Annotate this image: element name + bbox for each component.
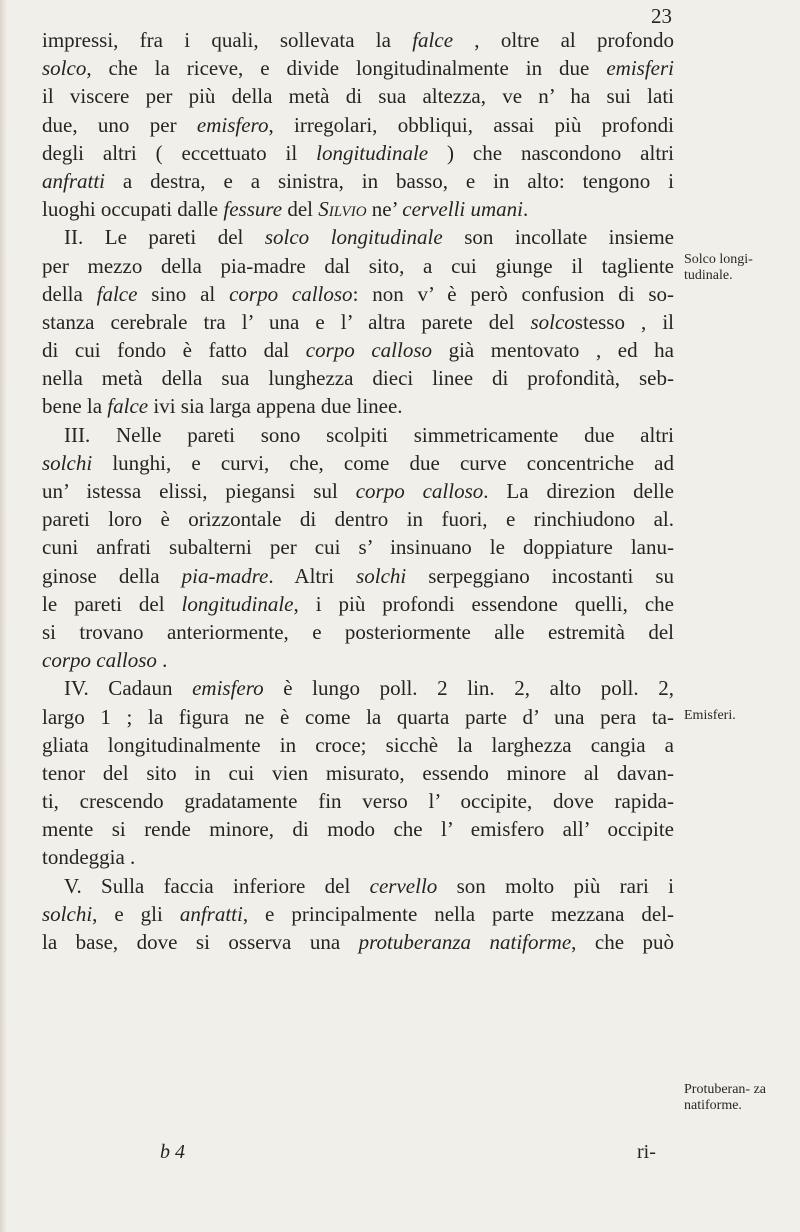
text-line: anfratti a destra, e a sinistra, in basso, e in alto: tengono i	[42, 168, 674, 193]
text-line: bene la falce ivi sia larga appena due linee.	[42, 394, 403, 419]
text-line: impressi, fra i quali, sollevata la falce , oltre al profondo	[42, 28, 674, 52]
text-line: il viscere per più della metà di sua altezza, ve n’ ha sui lati	[42, 84, 674, 109]
paragraph-start: IV. Cadaun emisfero è lungo poll. 2 lin. 2, alto poll. 2,	[64, 676, 674, 701]
text-line: ginose della pia-madre. Altri solchi serpeggiano incostanti su	[42, 563, 674, 588]
signature-mark: b 4	[160, 1141, 185, 1163]
text-line: corpo calloso .	[42, 648, 168, 673]
margin-note-protuberanza: Protuberan- za natiforme.	[684, 1082, 767, 1113]
text-line: le pareti del longitudinale, i più profondi essendone quelli, che	[42, 591, 674, 616]
text-line: cuni anfrati subalterni per cui s’ insinuano le doppiature lanu-	[42, 535, 674, 560]
margin-note-emisferi: Emisferi.	[684, 708, 736, 723]
text-line: tenor del sito in cui vien misurato, essendo minore al davan-	[42, 760, 674, 785]
text-line: la base, dove si osserva una protuberanza natiforme, che può	[42, 930, 674, 954]
text-line: un’ istessa elissi, piegansi sul corpo calloso. La direzion delle	[42, 479, 674, 503]
text-line: mente si rende minore, di modo che l’ emisfero all’ occipite	[42, 817, 674, 842]
text-line: largo 1 ; la figura ne è come la quarta parte d’ una pera ta-	[42, 704, 674, 729]
text-line: si trovano anteriormente, e posteriormente alle estremità del	[42, 619, 674, 644]
text-line: tondeggia .	[42, 845, 136, 870]
page-edge-shadow	[0, 0, 7, 1232]
page-number: 23	[651, 4, 672, 28]
paragraph-start: III. Nelle pareti sono scolpiti simmetricamente due altri	[64, 422, 674, 447]
text-line: due, uno per emisfero, irregolari, obbliqui, assai più profondi	[42, 112, 674, 137]
text-line: per mezzo della pia-madre dal sito, a cui giunge il tagliente	[42, 253, 674, 278]
catchword: ri-	[637, 1141, 656, 1163]
text-line: pareti loro è orizzontale di dentro in fuori, e rinchiudono al.	[42, 507, 674, 532]
paragraph-start: V. Sulla faccia inferiore del cervello son molto più rari i	[64, 873, 674, 898]
text-line: solchi, e gli anfratti, e principalmente nella parte mezzana del-	[42, 901, 674, 926]
paragraph-start: II. Le pareti del solco longitudinale son incollate insieme	[64, 225, 674, 250]
margin-note-solco: Solco longi- tudinale.	[684, 252, 753, 283]
text-line: solco, che la riceve, e divide longitudinalmente in due emisferi	[42, 56, 674, 81]
body-text	[42, 26, 674, 956]
text-line: della falce sino al corpo calloso: non v’ è però confusion di so-	[42, 281, 675, 306]
text-line: nella metà della sua lunghezza dieci linee di profondità, seb-	[42, 366, 674, 391]
text-line: solchi lunghi, e curvi, che, come due curve concentriche ad	[42, 450, 674, 475]
text-line: degli altri ( eccettuato il longitudinale ) che nascondono altri	[42, 140, 674, 165]
text-line: ti, crescendo gradatamente fin verso l’ occipite, dove rapida-	[42, 789, 674, 814]
text-line: di cui fondo è fatto dal corpo calloso già mentovato , ed ha	[42, 338, 674, 363]
text-line: stanza cerebrale tra l’ una e l’ altra parete del solcostesso , il	[42, 309, 674, 334]
text-line: luoghi occupati dalle fessure del Silvio ne’ cervelli umani.	[42, 197, 529, 222]
text-line: gliata longitudinalmente in croce; sicchè la larghezza cangia a	[42, 732, 674, 757]
